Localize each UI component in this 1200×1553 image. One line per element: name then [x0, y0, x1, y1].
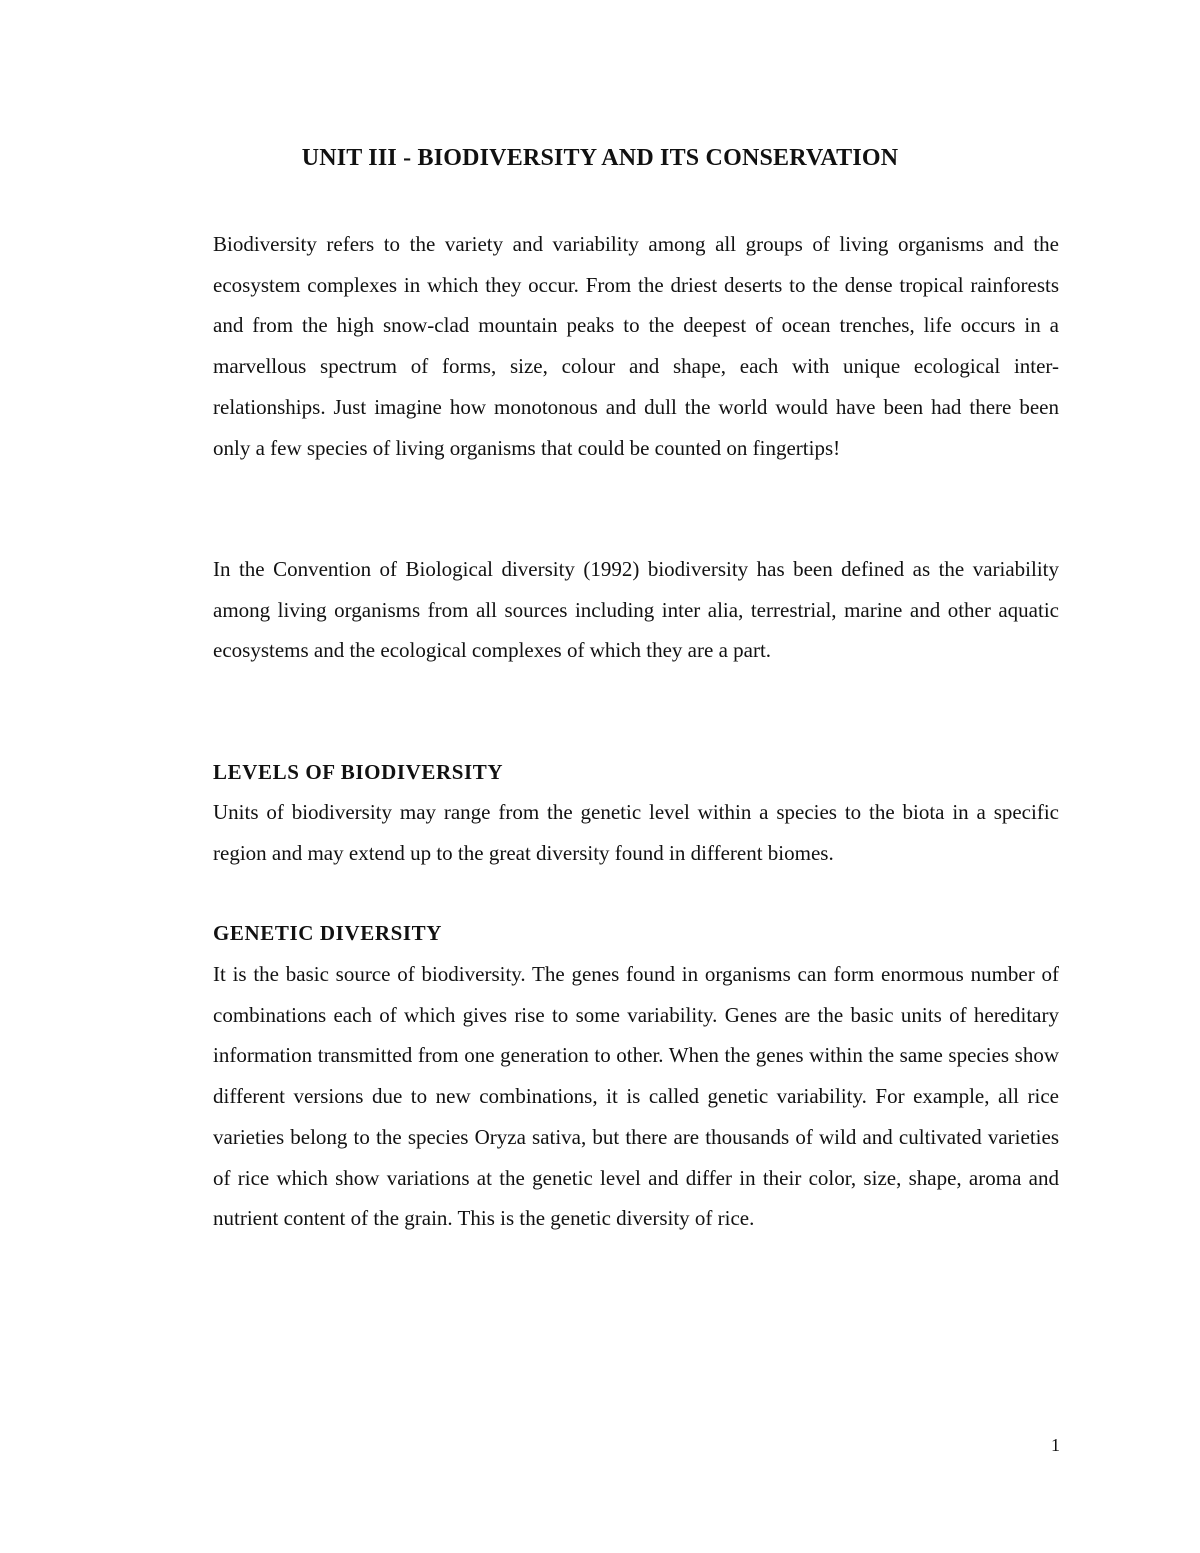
page-title: UNIT III - BIODIVERSITY AND ITS CONSERVATION — [301, 145, 899, 171]
levels-paragraph: Units of biodiversity may range from the genetic level within a species to the biota in a specific region and may extend up to the great diversity found in different biomes. — [213, 800, 1059, 865]
intro-paragraph: Biodiversity refers to the variety and variability among all groups of living organisms and the ecosystem complexes in which they occur. From the driest deserts to the dense tropical rainforests and from the high snow-clad mountain peaks to the deepest of ocean trenches, life occurs in a marvellous spectrum of forms, size, colour and shape, each with unique ecological inter-relationships. Just imagine how monotonous and dull the world would have been had there been only a few species of living organisms that could be counted on fingertips! — [213, 232, 1059, 460]
definition-paragraph: In the Convention of Biological diversity (1992) biodiversity has been defined as the variability among living organisms from all sources including inter alia, terrestrial, marine and other aquatic ecosystems and the ecological complexes of which they are a part. — [213, 557, 1059, 663]
levels-heading: LEVELS OF BIODIVERSITY — [213, 760, 504, 784]
genetic-paragraph: It is the basic source of biodiversity. The genes found in organisms can form enormous number of combinations each of which gives rise to some variability. Genes are the basic units of hereditary information transmitted from one generation to other. When the genes within the same species show different versions due to new combinations, it is called genetic variability. For example, all rice varieties belong to the species Oryza sativa, but there are thousands of wild and cultivated varieties of rice which show variations at the genetic level and differ in their color, size, shape, aroma and nutrient content of the grain. This is the genetic diversity of rice. — [213, 962, 1059, 1231]
genetic-heading: GENETIC DIVERSITY — [213, 921, 443, 945]
page-number: 1 — [1051, 1435, 1060, 1455]
